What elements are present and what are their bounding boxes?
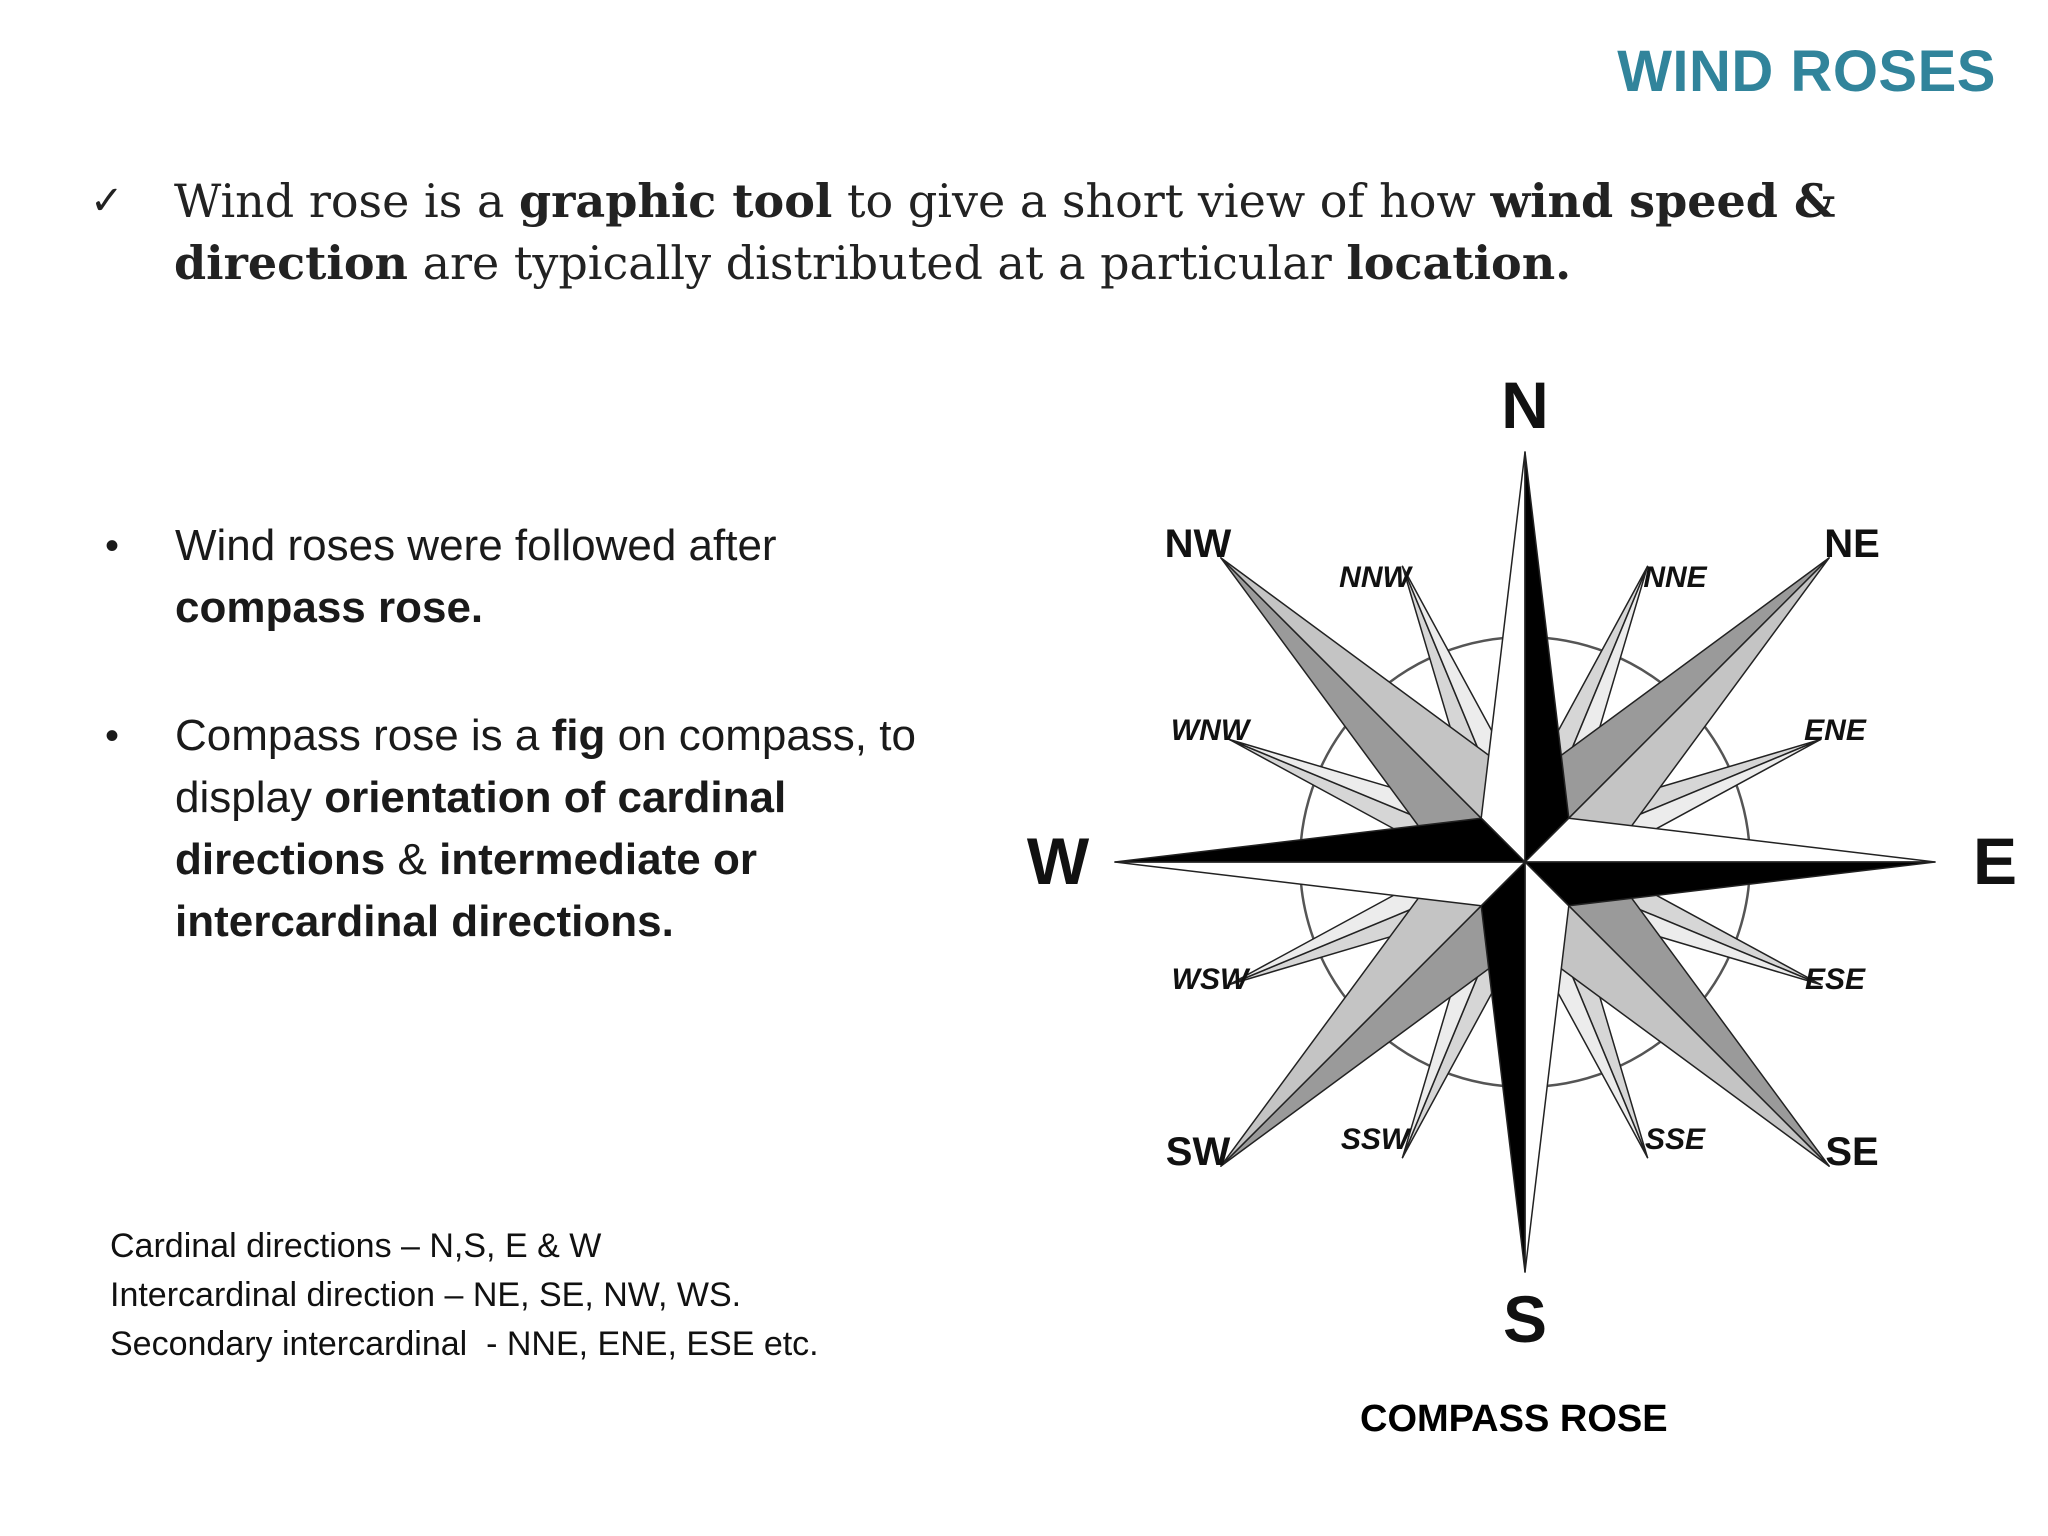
- slide-title: WIND ROSES: [1617, 39, 1996, 104]
- label-wnw: WNW: [1170, 714, 1250, 747]
- figure-caption: COMPASS ROSE: [1360, 1398, 1668, 1440]
- intro-text-part: are typically distributed at a particular: [408, 236, 1347, 290]
- bullet-text: [175, 705, 945, 953]
- bullet-text-part: Compass rose is a: [175, 711, 552, 760]
- compass-rose-graphic: [1115, 452, 1935, 1272]
- label-e: E: [1972, 824, 2018, 898]
- label-ssw: SSW: [1340, 1123, 1410, 1156]
- bullet-bold-intercardinal: intermediate or intercardinal directions.: [175, 835, 757, 946]
- bullet-bold-orientation: orientation of cardinal directions: [175, 773, 787, 884]
- label-n: N: [1501, 368, 1549, 442]
- check-icon: ✓: [90, 178, 124, 224]
- ray-s-left: [1525, 862, 1569, 1272]
- label-sse: SSE: [1644, 1123, 1706, 1156]
- bullet-compass-rose: [105, 705, 945, 953]
- label-nne: NNE: [1643, 561, 1707, 594]
- bullet-wind-roses: [105, 515, 945, 639]
- intro-statement: [90, 170, 1920, 294]
- label-ne: NE: [1824, 522, 1880, 566]
- note-cardinal: Cardinal directions – N,S, E & W: [110, 1227, 602, 1265]
- bullet-text-part: on compass, to display: [175, 711, 916, 822]
- bullet-dot-icon: •: [105, 714, 120, 758]
- label-nnw: NNW: [1339, 561, 1411, 594]
- bullet-bold-fig: fig: [551, 711, 606, 760]
- bullet-text: [175, 515, 945, 639]
- note-intercardinal: Intercardinal direction – NE, SE, NW, WS.: [110, 1276, 742, 1314]
- ray-w-left: [1115, 862, 1525, 906]
- ray-e-right: [1525, 862, 1935, 906]
- label-se: SE: [1825, 1130, 1879, 1174]
- label-wsw: WSW: [1171, 963, 1249, 996]
- label-s: S: [1502, 1282, 1548, 1356]
- bullet-dot-icon: •: [105, 524, 120, 568]
- ray-w-right: [1115, 818, 1525, 862]
- bullet-bold-compass-rose: compass rose.: [175, 583, 484, 632]
- note-secondary: Secondary intercardinal - NNE, ENE, ESE etc.: [110, 1325, 819, 1363]
- intro-bold-location: location.: [1346, 236, 1572, 290]
- bullet-text-part: &: [385, 835, 440, 884]
- ray-n-right: [1525, 452, 1569, 862]
- bullet-text-part: Wind roses were followed after: [175, 521, 777, 570]
- ray-n-left: [1481, 452, 1525, 862]
- intro-bold-graphic-tool: graphic tool: [519, 174, 833, 228]
- intro-text-part: to give a short view of how: [832, 174, 1491, 228]
- label-sw: SW: [1165, 1130, 1231, 1174]
- intro-text-part: Wind rose is a: [174, 174, 519, 228]
- label-nw: NW: [1164, 522, 1232, 566]
- intro-bold-wind-speed: wind speed & direction: [174, 174, 1836, 290]
- label-ese: ESE: [1804, 963, 1866, 996]
- intro-text: [174, 170, 1920, 294]
- compass-rose-diagram: [1010, 362, 2040, 1372]
- ray-e-left: [1525, 818, 1935, 862]
- ray-s-right: [1481, 862, 1525, 1272]
- direction-notes: [110, 1222, 819, 1369]
- label-ene: ENE: [1804, 714, 1866, 747]
- label-w: W: [1026, 824, 1090, 898]
